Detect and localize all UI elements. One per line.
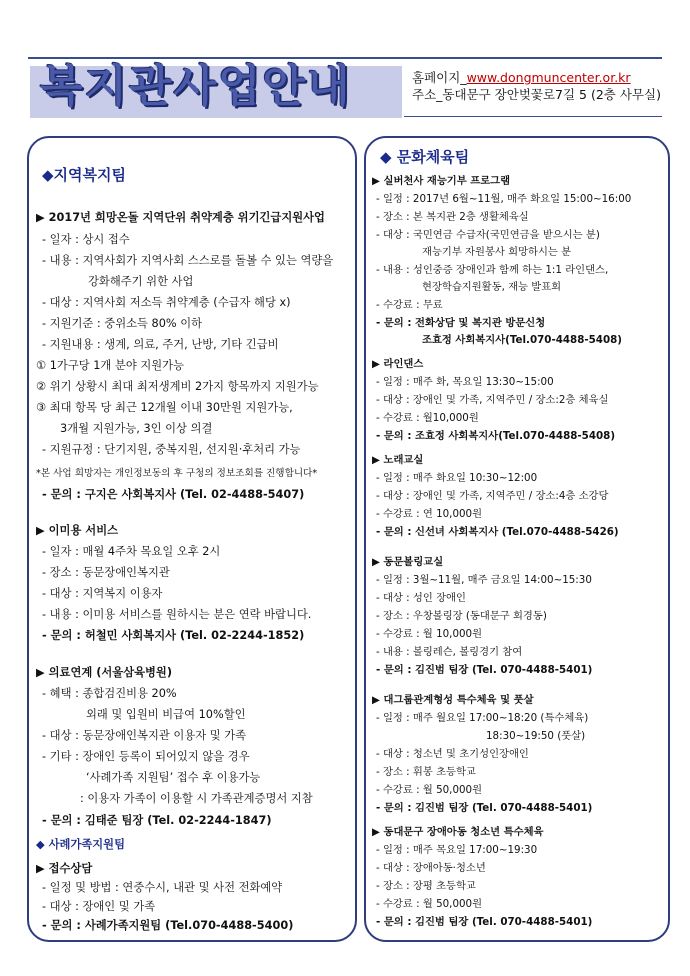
list-item: - 일정 : 매주 화, 목요일 13:30~15:00 xyxy=(376,376,554,388)
list-item: - 혜택 : 종합검진비용 20% xyxy=(42,687,177,700)
list-item: - 기타 : 장애인 등록이 되어있지 않을 경우 xyxy=(42,750,250,763)
section-heading: ▶ 의료연계 (서울삼육병원) xyxy=(36,666,173,679)
list-item: - 수강료 : 월10,000원 xyxy=(376,412,479,424)
list-item: - 일정 및 방법 : 연중수시, 내관 및 사전 전화예약 xyxy=(42,881,283,894)
list-item: 외래 및 입원비 비급여 10%할인 xyxy=(86,708,246,721)
contact-line: - 문의 : 허철민 사회복지사 (Tel. 02-2244-1852) xyxy=(42,629,305,642)
list-item: - 대상 : 장애아동·청소년 xyxy=(376,862,486,874)
banner-title: 복지관사업안내 xyxy=(40,61,352,112)
list-item: : 이용자 가족이 이용할 시 가족관계증명서 지참 xyxy=(80,792,313,805)
contact-line: - 문의 : 김태준 팀장 (Tel. 02-2244-1847) xyxy=(42,814,272,827)
header-bottom-rule xyxy=(404,116,662,117)
list-item: - 내용 : 이미용 서비스를 원하시는 분은 연락 바랍니다. xyxy=(42,608,312,621)
list-item: - 일정 : 매주 화요일 10:30~12:00 xyxy=(376,472,538,484)
list-item: - 수강료 : 무료 xyxy=(376,299,443,311)
list-item: - 대상 : 성인 장애인 xyxy=(376,592,466,604)
section-heading: ▶ 동문볼링교실 xyxy=(372,556,444,568)
list-item: ‘사례가족 지원팀’ 접수 후 이용가능 xyxy=(86,771,261,784)
contact-line: - 문의 : 전화상담 및 복지관 방문신청 xyxy=(376,317,546,329)
list-item: - 대상 : 장애인 및 가족, 지역주민 / 장소:2층 체육실 xyxy=(376,394,609,406)
list-item: - 대상 : 국민연금 수급자(국민연금을 받으시는 분) xyxy=(376,229,600,241)
list-item: - 일정 : 매주 월요일 17:00~18:20 (특수체육) xyxy=(376,712,589,724)
contact-line: - 문의 : 조효정 사회복지사(Tel.070-4488-5408) xyxy=(376,430,616,442)
list-item: - 일정 : 3월~11월, 매주 금요일 14:00~15:30 xyxy=(376,574,592,586)
list-item: - 장소 : 휘봉 초등학교 xyxy=(376,766,476,778)
contact-line: - 문의 : 김진범 팀장 (Tel. 070-4488-5401) xyxy=(376,802,593,814)
subpanel-title-case-family: ◆ 사례가족지원팀 xyxy=(36,838,126,851)
list-item: - 장소 : 동문장애인복지관 xyxy=(42,566,170,579)
homepage-label: 홈페이지_ xyxy=(412,70,467,85)
panel-title-community-welfare: ◆지역복지팀 xyxy=(42,166,126,184)
list-item: - 대상 : 장애인 및 가족 xyxy=(42,900,156,913)
panel-title-culture-sports: ◆ 문화체육팀 xyxy=(380,148,470,166)
list-item: - 일자 : 매월 4주차 목요일 오후 2시 xyxy=(42,545,221,558)
section-heading: ▶ 실버천사 재능기부 프로그램 xyxy=(372,175,511,187)
list-item: - 내용 : 성인중증 장애인과 함께 하는 1:1 라인댄스, xyxy=(376,264,609,276)
list-item: ③ 최대 항목 당 최근 12개월 이내 30만원 지원가능, xyxy=(36,401,293,414)
address-line: 주소_동대문구 장안벚꽃로7길 5 (2층 사무실) xyxy=(412,87,661,102)
list-item: - 수강료 : 연 10,000원 xyxy=(376,508,483,520)
section-heading: ▶ 이미용 서비스 xyxy=(36,524,119,537)
list-item: - 수강료 : 월 50,000원 xyxy=(376,784,483,796)
list-item: ② 위기 상황시 최대 최저생계비 2가지 항목까지 지원가능 xyxy=(36,380,319,393)
notice-text: *본 사업 희망자는 개인정보동의 후 구청의 정보조회를 진행합니다* xyxy=(36,468,318,479)
list-item: - 대상 : 청소년 및 초기성인장애인 xyxy=(376,748,529,760)
list-item: - 대상 : 지역복지 이용자 xyxy=(42,587,163,600)
section-heading: ▶ 접수상담 xyxy=(36,862,93,875)
list-item: - 수강료 : 월 10,000원 xyxy=(376,628,483,640)
contact-line: 조효정 사회복지사(Tel.070-4488-5408) xyxy=(422,334,623,346)
list-item: 재능기부 자원봉사 희망하시는 분 xyxy=(422,246,572,258)
contact-line: - 문의 : 구지은 사회복지사 (Tel. 02-4488-5407) xyxy=(42,488,305,501)
list-item: - 내용 : 지역사회가 지역사회 스스로를 돌볼 수 있는 역량을 xyxy=(42,254,334,267)
contact-line: - 문의 : 김진범 팀장 (Tel. 070-4488-5401) xyxy=(376,664,593,676)
list-item: - 일정 : 매주 목요일 17:00~19:30 xyxy=(376,844,538,856)
list-item: - 수강료 : 월 50,000원 xyxy=(376,898,483,910)
list-item: 18:30~19:50 (풋살) xyxy=(486,730,586,742)
section-heading: ▶ 대그룹관계형성 특수체육 및 풋살 xyxy=(372,694,534,706)
list-item: - 일자 : 상시 접수 xyxy=(42,233,130,246)
list-item: - 장소 : 장평 초등학교 xyxy=(376,880,476,892)
list-item: - 지원규정 : 단기지원, 중복지원, 선지원·후처리 가능 xyxy=(42,443,301,456)
list-item: 3개월 지원가능, 3인 이상 의결 xyxy=(60,422,213,435)
contact-line: - 문의 : 김진범 팀장 (Tel. 070-4488-5401) xyxy=(376,916,593,928)
list-item: - 대상 : 지역사회 저소득 취약계층 (수급자 해당 x) xyxy=(42,296,291,309)
section-heading: ▶ 2017년 희망온돌 지역단위 취약계층 위기긴급지원사업 xyxy=(36,211,325,224)
homepage-line xyxy=(412,70,631,86)
list-item: - 지원내용 : 생계, 의료, 주거, 난방, 기타 긴급비 xyxy=(42,338,279,351)
contact-line: - 문의 : 신선녀 사회복지사 (Tel.070-4488-5426) xyxy=(376,526,619,538)
section-heading: ▶ 동대문구 장애아동 청소년 특수체육 xyxy=(372,826,544,838)
list-item: - 지원기준 : 중위소득 80% 이하 xyxy=(42,317,203,330)
homepage-url[interactable]: www.dongmuncenter.or.kr xyxy=(466,70,631,85)
list-item: 강화해주기 위한 사업 xyxy=(88,275,194,288)
list-item: - 일정 : 2017년 6월~11월, 매주 화요일 15:00~16:00 xyxy=(376,193,632,205)
list-item: 현장학습지원활동, 재능 발표회 xyxy=(422,281,562,293)
list-item: - 내용 : 볼링레슨, 볼링경기 참여 xyxy=(376,646,523,658)
list-item: - 대상 : 동문장애인복지관 이용자 및 가족 xyxy=(42,729,247,742)
list-item: - 장소 : 우창볼링장 (동대문구 회경동) xyxy=(376,610,547,622)
list-item: - 대상 : 장애인 및 가족, 지역주민 / 장소:4층 소강당 xyxy=(376,490,609,502)
section-heading: ▶ 노래교실 xyxy=(372,454,424,466)
list-item: ① 1가구당 1개 분야 지원가능 xyxy=(36,359,184,372)
list-item: - 장소 : 본 복지관 2층 생활체육실 xyxy=(376,211,529,223)
contact-line: - 문의 : 사례가족지원팀 (Tel.070-4488-5400) xyxy=(42,919,294,932)
section-heading: ▶ 라인댄스 xyxy=(372,358,424,370)
